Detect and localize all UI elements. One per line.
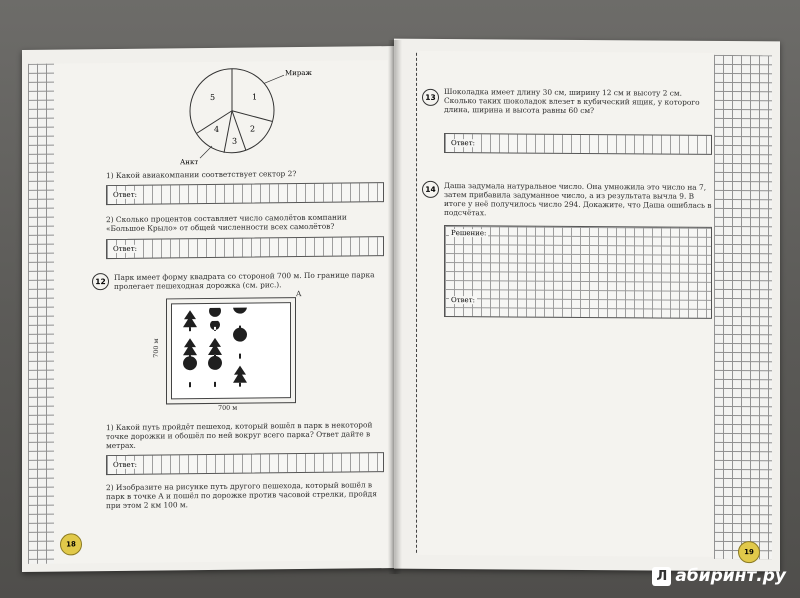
answer-field-13[interactable] [444, 133, 712, 155]
callout-line [200, 146, 212, 158]
task-12-q1: 1) Какой путь пройдёт пешеход, который вошёл в парк в некоторой точке дорожки и обошёл по ней вокруг всего парка? Ответ дайте в метрах. [106, 420, 373, 451]
left-content [54, 60, 388, 563]
watermark-text: абиринт.ру [675, 566, 786, 586]
pie-callout-bottom: Анкт [180, 158, 199, 167]
left-page [22, 46, 394, 572]
question-2-text: 2) Сколько процентов составляет число самолётов компании «Большое Крыло» от общей численности всех самолётов? [106, 212, 347, 234]
park-figure [152, 289, 302, 412]
park-corner-label: A [296, 289, 302, 299]
pie-label: 1 [252, 92, 258, 102]
task-13-text: Шоколадка имеет длину 30 см, ширину 12 см и высоту 2 см. Сколько таких шоколадок влезет в кубический ящик, у которого длина, ширина и высота равны 60 см? [444, 87, 700, 116]
fir-tree-icon [183, 310, 197, 331]
pie-label: 3 [232, 136, 238, 146]
task-number-13: 13 [422, 89, 439, 106]
answer-field-12-1[interactable] [106, 452, 384, 475]
book-spine [388, 40, 402, 574]
left-margin-grid [28, 64, 54, 564]
task-number-14: 14 [422, 181, 439, 198]
park-trees [180, 307, 280, 392]
answer-label: Ответ: [113, 190, 137, 199]
page-number-left: 18 [60, 533, 82, 555]
task-number-12: 12 [92, 273, 109, 290]
watermark [652, 566, 786, 586]
answer-field-1[interactable] [106, 182, 384, 205]
fir-tree-icon [208, 338, 222, 359]
workbook [22, 40, 782, 574]
deciduous-tree-icon [233, 307, 247, 330]
park-bottom-label: 700 м [218, 403, 238, 412]
fir-tree-icon [183, 338, 197, 359]
fir-tree-icon [233, 366, 247, 387]
question-1-text: 1) Какой авиакомпании соответствует сектор 2? [106, 169, 297, 181]
answer-label: Ответ: [451, 139, 475, 148]
task-12-q2: 2) Изобразите на рисунке путь другого пешехода, который вошёл в парк в точке A и пошёл по дорожке против часовой стрелки, пройдя при этом 2 км 100 м. [106, 480, 377, 511]
pie-chart [154, 65, 334, 167]
park-side-label: 700 м [152, 338, 160, 358]
deciduous-tree-icon [183, 356, 197, 387]
answer-field-2[interactable] [106, 236, 384, 259]
answer-label: Ответ: [113, 244, 137, 253]
pie-slice-edge [224, 111, 232, 153]
solution-label: Решение: [451, 229, 487, 238]
pie-slice-edge [232, 110, 272, 121]
page-number-right: 19 [738, 541, 760, 563]
right-page [394, 39, 780, 572]
right-margin-grid [714, 55, 772, 559]
deciduous-tree-icon [233, 328, 247, 359]
watermark-logo: Л [652, 567, 671, 586]
task-14-text: Даша задумала натуральное число. Она умножила это число на 7, затем прибавила задуманное число, а из результата вычла 9. В итоге у неё получилось число 294. Докажите, что Даша ошиблась в подсчётах. [444, 181, 712, 218]
right-content [418, 51, 714, 557]
answer-label: Ответ: [451, 296, 475, 305]
pie-label: 2 [250, 124, 256, 134]
pie-callout-top: Мираж [285, 68, 312, 78]
pie-label: 5 [210, 92, 216, 102]
deciduous-tree-icon [208, 356, 222, 387]
solution-field-14[interactable] [444, 225, 712, 319]
deciduous-tree-icon [209, 307, 221, 331]
answer-label: Ответ: [113, 460, 137, 469]
cut-line [416, 53, 417, 553]
pie-label: 4 [214, 124, 220, 134]
task-12-text: Парк имеет форму квадрата со стороной 700 м. По границе парка пролегает пешеходная дорожка (см. рис.). [114, 270, 375, 291]
callout-line [264, 75, 284, 83]
